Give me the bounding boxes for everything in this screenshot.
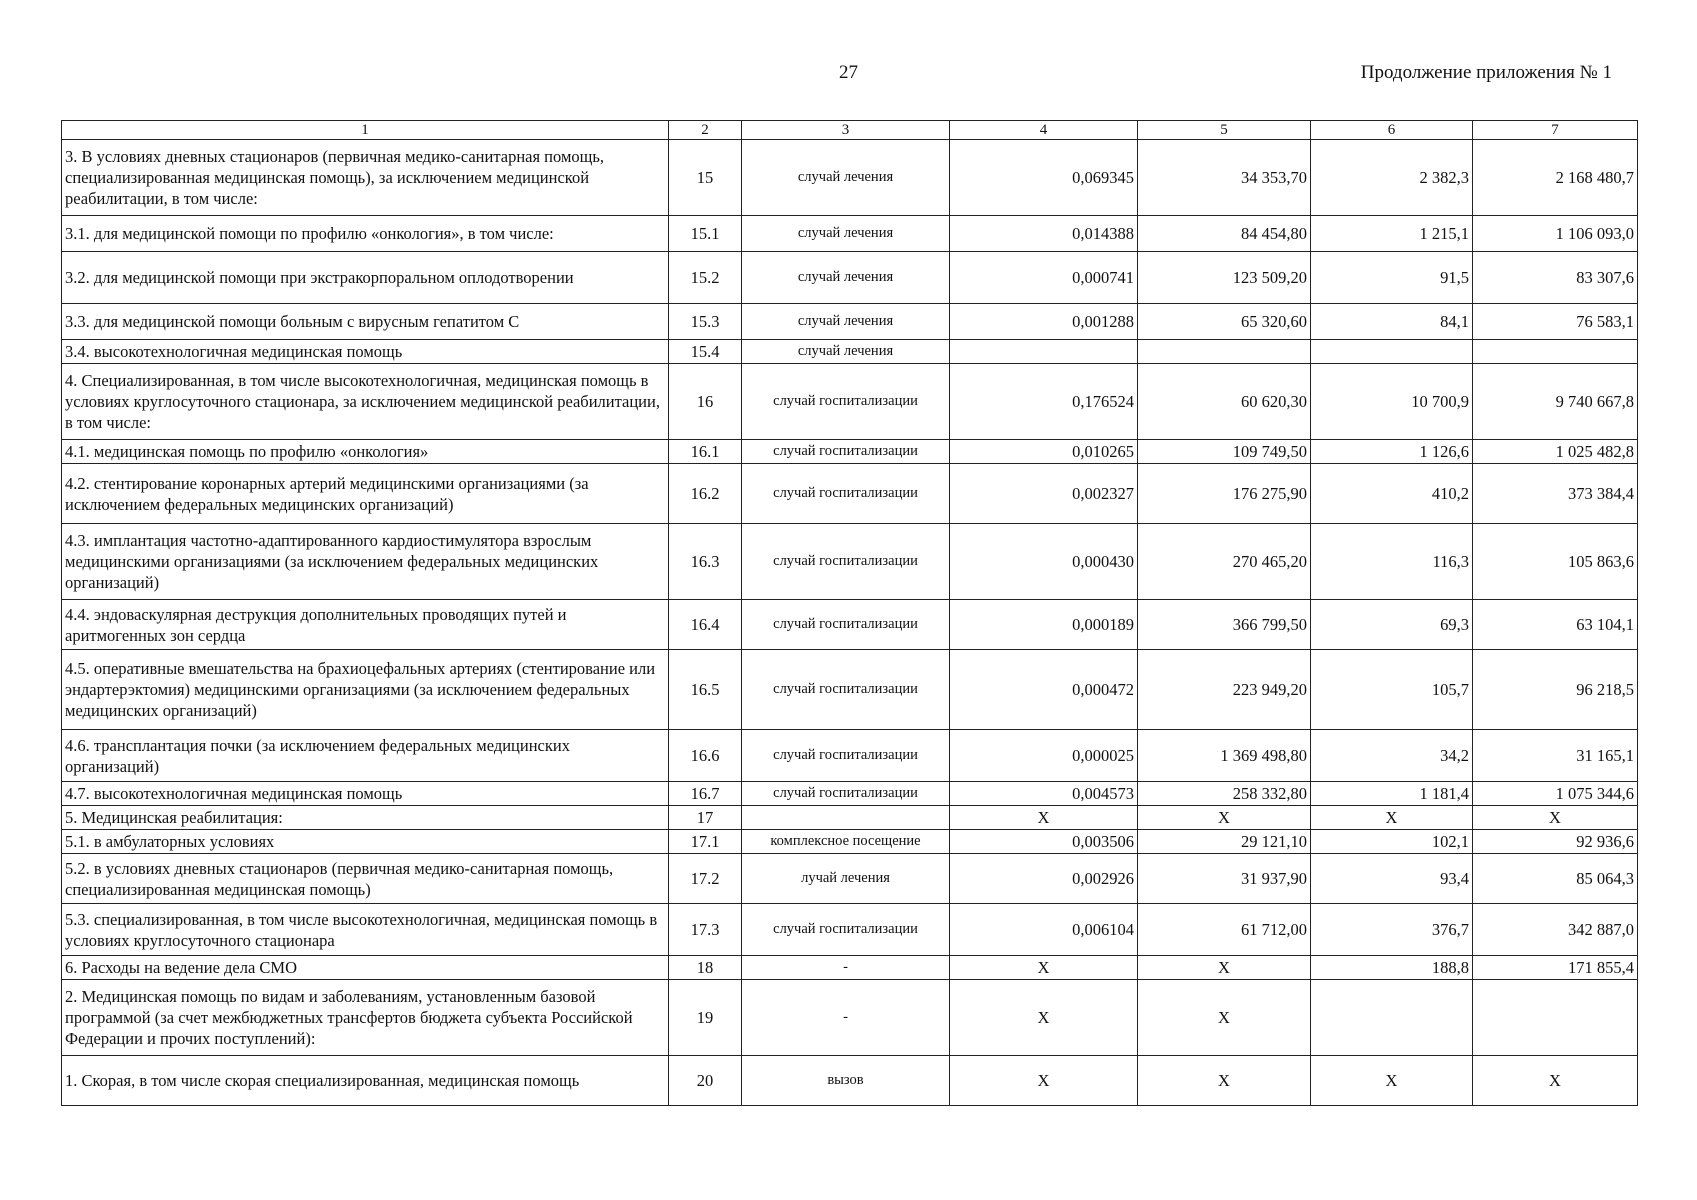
row-line-number: 16.4 <box>669 600 742 650</box>
table-row <box>62 364 1638 440</box>
row-description: 4.6. трансплантация почки (за исключением федеральных медицинских организаций) <box>62 730 669 782</box>
row-value-col5: 29 121,10 <box>1138 830 1311 854</box>
table-row <box>62 854 1638 904</box>
row-unit: случай госпитализации <box>742 782 950 806</box>
row-line-number: 16.5 <box>669 650 742 730</box>
row-unit: комплексное посещение <box>742 830 950 854</box>
row-description: 5.1. в амбулаторных условиях <box>62 830 669 854</box>
appendix-continuation-note: Продолжение приложения № 1 <box>1360 62 1612 83</box>
row-description: 5.3. специализированная, в том числе высокотехнологичная, медицинская помощь в условиях круглосуточного стационара <box>62 904 669 956</box>
row-description: 4.7. высокотехнологичная медицинская помощь <box>62 782 669 806</box>
row-value-col4: 0,002327 <box>950 464 1138 524</box>
row-value-col6 <box>1311 980 1473 1056</box>
column-number: 4 <box>950 121 1138 140</box>
row-value-col5: 34 353,70 <box>1138 140 1311 216</box>
table-row <box>62 980 1638 1056</box>
row-unit: вызов <box>742 1056 950 1106</box>
row-line-number: 20 <box>669 1056 742 1106</box>
row-unit: случай госпитализации <box>742 464 950 524</box>
row-value-col5: 84 454,80 <box>1138 216 1311 252</box>
row-value-col5: 61 712,00 <box>1138 904 1311 956</box>
column-number: 1 <box>62 121 669 140</box>
table-row <box>62 730 1638 782</box>
row-unit: случай лечения <box>742 304 950 340</box>
row-value-col4: 0,000025 <box>950 730 1138 782</box>
row-value-col6: 102,1 <box>1311 830 1473 854</box>
row-value-col5: 223 949,20 <box>1138 650 1311 730</box>
row-value-col5: 1 369 498,80 <box>1138 730 1311 782</box>
row-value-col5: X <box>1138 956 1311 980</box>
table-row <box>62 782 1638 806</box>
row-description: 5.2. в условиях дневных стационаров (первичная медико-санитарная помощь, специализированная медицинская помощь) <box>62 854 669 904</box>
row-unit: случай госпитализации <box>742 904 950 956</box>
row-unit: случай госпитализации <box>742 650 950 730</box>
row-value-col6: 105,7 <box>1311 650 1473 730</box>
column-number: 3 <box>742 121 950 140</box>
row-value-col7: 342 887,0 <box>1473 904 1638 956</box>
row-value-col4: 0,000189 <box>950 600 1138 650</box>
row-line-number: 17.3 <box>669 904 742 956</box>
row-value-col7: 1 106 093,0 <box>1473 216 1638 252</box>
row-value-col4: 0,014388 <box>950 216 1138 252</box>
row-value-col7: 105 863,6 <box>1473 524 1638 600</box>
table-row <box>62 140 1638 216</box>
table-row <box>62 464 1638 524</box>
row-value-col4: X <box>950 956 1138 980</box>
row-line-number: 15 <box>669 140 742 216</box>
row-value-col6: 84,1 <box>1311 304 1473 340</box>
row-value-col4: 0,010265 <box>950 440 1138 464</box>
table-row <box>62 440 1638 464</box>
row-value-col7: 1 025 482,8 <box>1473 440 1638 464</box>
row-unit: случай лечения <box>742 340 950 364</box>
column-number-row <box>62 121 1638 140</box>
row-description: 4.3. имплантация частотно-адаптированного кардиостимулятора взрослым медицинскими организациями (за исключением федеральных медицинских организаций) <box>62 524 669 600</box>
row-value-col4: 0,000741 <box>950 252 1138 304</box>
column-number: 7 <box>1473 121 1638 140</box>
table-row <box>62 216 1638 252</box>
row-line-number: 15.3 <box>669 304 742 340</box>
row-value-col7: 96 218,5 <box>1473 650 1638 730</box>
row-value-col7: 31 165,1 <box>1473 730 1638 782</box>
row-value-col6 <box>1311 340 1473 364</box>
row-unit: - <box>742 956 950 980</box>
row-value-col6: 93,4 <box>1311 854 1473 904</box>
row-value-col4: 0,069345 <box>950 140 1138 216</box>
row-unit: лучай лечения <box>742 854 950 904</box>
table-row <box>62 650 1638 730</box>
row-value-col6: 34,2 <box>1311 730 1473 782</box>
row-value-col7: 9 740 667,8 <box>1473 364 1638 440</box>
row-value-col5 <box>1138 340 1311 364</box>
row-description: 3.2. для медицинской помощи при экстракорпоральном оплодотворении <box>62 252 669 304</box>
table-row <box>62 1056 1638 1106</box>
table-row <box>62 304 1638 340</box>
row-value-col7 <box>1473 980 1638 1056</box>
row-value-col5: 258 332,80 <box>1138 782 1311 806</box>
row-description: 4.1. медицинская помощь по профилю «онкология» <box>62 440 669 464</box>
row-value-col5: 31 937,90 <box>1138 854 1311 904</box>
row-line-number: 15.4 <box>669 340 742 364</box>
row-value-col6: 116,3 <box>1311 524 1473 600</box>
row-unit: случай госпитализации <box>742 440 950 464</box>
row-value-col4: 0,176524 <box>950 364 1138 440</box>
data-table <box>61 120 1638 1106</box>
row-unit: случай госпитализации <box>742 524 950 600</box>
row-unit: случай госпитализации <box>742 364 950 440</box>
row-description: 4. Специализированная, в том числе высокотехнологичная, медицинская помощь в условиях круглосуточного стационара, за исключением медицинской реабилитации, в том числе: <box>62 364 669 440</box>
row-value-col5: X <box>1138 1056 1311 1106</box>
row-unit: случай лечения <box>742 140 950 216</box>
row-value-col5: 270 465,20 <box>1138 524 1311 600</box>
row-value-col4: 0,003506 <box>950 830 1138 854</box>
row-line-number: 16 <box>669 364 742 440</box>
row-value-col7: 171 855,4 <box>1473 956 1638 980</box>
column-number: 5 <box>1138 121 1311 140</box>
row-value-col4: X <box>950 980 1138 1056</box>
row-value-col7 <box>1473 340 1638 364</box>
row-line-number: 17.2 <box>669 854 742 904</box>
row-value-col6: 1 181,4 <box>1311 782 1473 806</box>
row-value-col6: 376,7 <box>1311 904 1473 956</box>
table-row <box>62 252 1638 304</box>
row-line-number: 18 <box>669 956 742 980</box>
row-value-col6: 410,2 <box>1311 464 1473 524</box>
row-value-col6: 1 126,6 <box>1311 440 1473 464</box>
row-value-col7: 92 936,6 <box>1473 830 1638 854</box>
row-value-col6: 91,5 <box>1311 252 1473 304</box>
table-row <box>62 904 1638 956</box>
table-row <box>62 524 1638 600</box>
row-value-col7: 76 583,1 <box>1473 304 1638 340</box>
row-value-col7: X <box>1473 806 1638 830</box>
table-row <box>62 600 1638 650</box>
row-description: 5. Медицинская реабилитация: <box>62 806 669 830</box>
row-description: 4.5. оперативные вмешательства на брахиоцефальных артериях (стентирование или эндартерэктомия) медицинскими организациями (за исключением федеральных медицинских организаций) <box>62 650 669 730</box>
row-value-col5: X <box>1138 806 1311 830</box>
row-value-col7: 1 075 344,6 <box>1473 782 1638 806</box>
row-description: 3.4. высокотехнологичная медицинская помощь <box>62 340 669 364</box>
row-value-col4 <box>950 340 1138 364</box>
row-value-col7: 63 104,1 <box>1473 600 1638 650</box>
row-line-number: 17.1 <box>669 830 742 854</box>
row-line-number: 15.1 <box>669 216 742 252</box>
row-value-col6: 2 382,3 <box>1311 140 1473 216</box>
row-description: 1. Скорая, в том числе скорая специализированная, медицинская помощь <box>62 1056 669 1106</box>
row-value-col6: X <box>1311 806 1473 830</box>
row-value-col4: 0,000430 <box>950 524 1138 600</box>
row-value-col5: 123 509,20 <box>1138 252 1311 304</box>
row-unit <box>742 806 950 830</box>
column-number: 2 <box>669 121 742 140</box>
row-value-col6: 1 215,1 <box>1311 216 1473 252</box>
row-value-col6: 188,8 <box>1311 956 1473 980</box>
row-description: 6. Расходы на ведение дела СМО <box>62 956 669 980</box>
page-number: 27 <box>839 62 858 83</box>
row-value-col4: X <box>950 806 1138 830</box>
row-unit: случай госпитализации <box>742 730 950 782</box>
row-value-col6: X <box>1311 1056 1473 1106</box>
row-line-number: 16.3 <box>669 524 742 600</box>
table-row <box>62 340 1638 364</box>
row-value-col7: 85 064,3 <box>1473 854 1638 904</box>
row-value-col5: X <box>1138 980 1311 1056</box>
row-description: 3.3. для медицинской помощи больным с вирусным гепатитом С <box>62 304 669 340</box>
row-unit: случай госпитализации <box>742 600 950 650</box>
row-unit: случай лечения <box>742 252 950 304</box>
table-row <box>62 806 1638 830</box>
row-value-col6: 69,3 <box>1311 600 1473 650</box>
row-value-col7: 2 168 480,7 <box>1473 140 1638 216</box>
row-value-col5: 176 275,90 <box>1138 464 1311 524</box>
row-unit: - <box>742 980 950 1056</box>
row-description: 2. Медицинская помощь по видам и заболеваниям, установленным базовой программой (за счет межбюджетных трансфертов бюджета субъекта Российской Федерации и прочих поступлений): <box>62 980 669 1056</box>
row-line-number: 16.2 <box>669 464 742 524</box>
row-value-col4: 0,000472 <box>950 650 1138 730</box>
row-description: 4.4. эндоваскулярная деструкция дополнительных проводящих путей и аритмогенных зон сердца <box>62 600 669 650</box>
row-value-col7: 83 307,6 <box>1473 252 1638 304</box>
row-value-col5: 65 320,60 <box>1138 304 1311 340</box>
row-unit: случай лечения <box>742 216 950 252</box>
row-value-col4: 0,002926 <box>950 854 1138 904</box>
row-value-col7: 373 384,4 <box>1473 464 1638 524</box>
table-row <box>62 830 1638 854</box>
row-line-number: 19 <box>669 980 742 1056</box>
row-value-col4: 0,004573 <box>950 782 1138 806</box>
row-description: 3.1. для медицинской помощи по профилю «онкология», в том числе: <box>62 216 669 252</box>
row-value-col5: 366 799,50 <box>1138 600 1311 650</box>
row-line-number: 16.6 <box>669 730 742 782</box>
row-line-number: 16.1 <box>669 440 742 464</box>
row-description: 3. В условиях дневных стационаров (первичная медико-санитарная помощь, специализированная медицинская помощь), за исключением медицинской реабилитации, в том числе: <box>62 140 669 216</box>
row-line-number: 17 <box>669 806 742 830</box>
row-value-col5: 60 620,30 <box>1138 364 1311 440</box>
table-row <box>62 956 1638 980</box>
row-value-col4: 0,001288 <box>950 304 1138 340</box>
row-line-number: 16.7 <box>669 782 742 806</box>
row-value-col7: X <box>1473 1056 1638 1106</box>
row-value-col4: 0,006104 <box>950 904 1138 956</box>
row-value-col6: 10 700,9 <box>1311 364 1473 440</box>
row-line-number: 15.2 <box>669 252 742 304</box>
column-number: 6 <box>1311 121 1473 140</box>
row-value-col5: 109 749,50 <box>1138 440 1311 464</box>
row-value-col4: X <box>950 1056 1138 1106</box>
row-description: 4.2. стентирование коронарных артерий медицинскими организациями (за исключением федеральных медицинских организаций) <box>62 464 669 524</box>
